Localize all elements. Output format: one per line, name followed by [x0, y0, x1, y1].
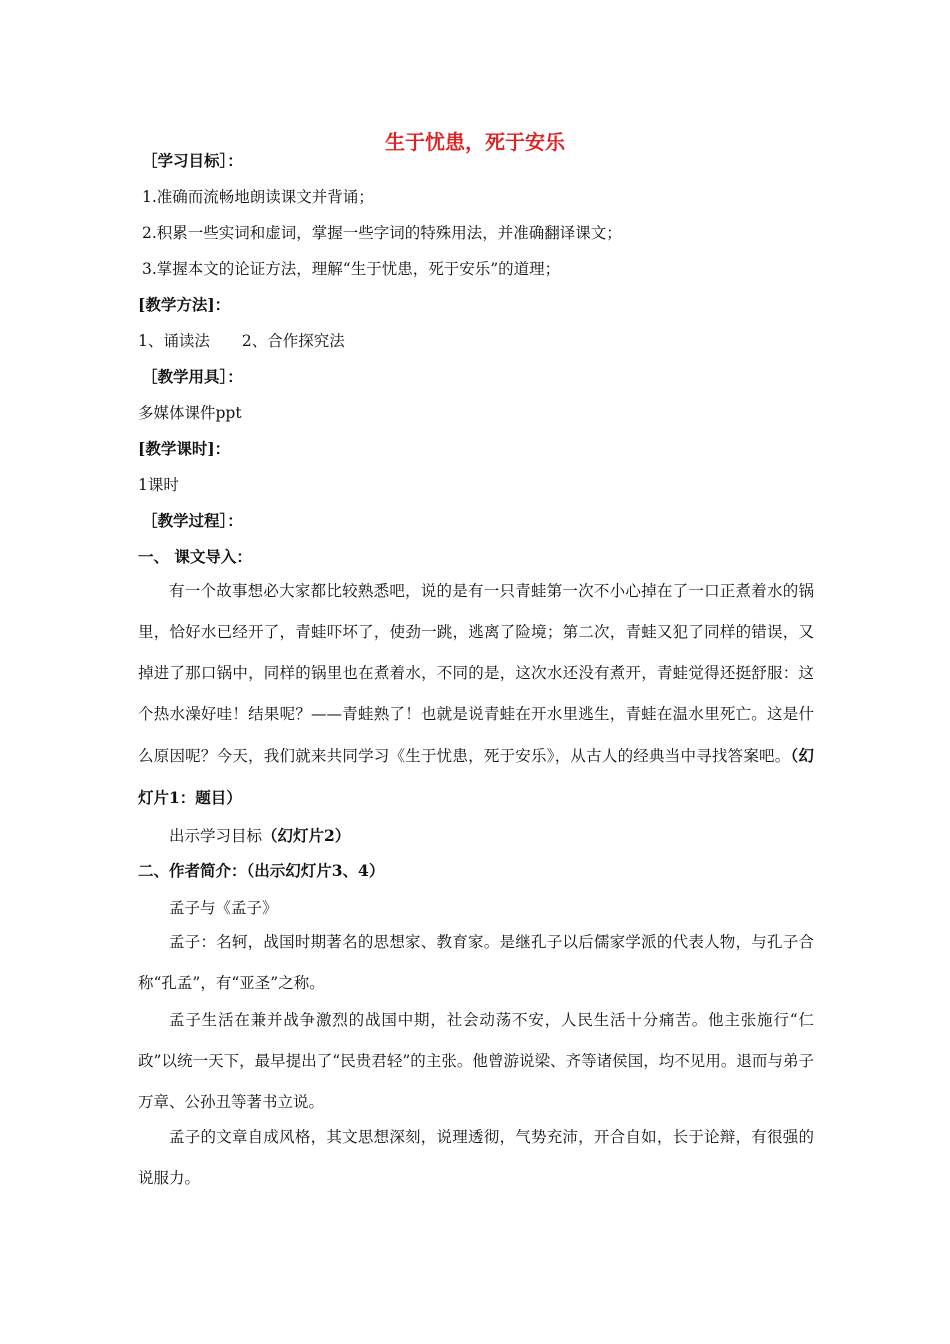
section2-heading: 二、作者简介：（出示幻灯片3、4）: [138, 861, 385, 880]
objective-text: 出示学习目标: [169, 827, 263, 845]
methods-list: [138, 331, 345, 351]
methods-heading: [教学方法]：: [138, 295, 231, 314]
section2-subtitle: 孟子与《孟子》: [169, 899, 278, 917]
hours-heading: [教学课时]：: [138, 439, 231, 458]
objective-slide-note: （幻灯片2）: [262, 826, 351, 845]
style-paragraph: 孟子的文章自成风格，其文思想深刻，说理透彻，气势充沛，开合自如，长于论辩，有很强的说服力。: [138, 1128, 814, 1187]
objectives-heading: ［学习目标］：: [142, 151, 243, 170]
slide-note: （幻灯片1：题目）: [138, 746, 814, 807]
background-paragraph: 孟子生活在兼并战争激烈的战国中期，社会动荡不安，人民生活十分痛苦。他主张施行“仁政”以统一天下，最早提出了“民贵君轻”的主张。他曾游说梁、齐等诸侯国，均不见用。退而与弟子万章、公孙丑等著书立说。: [138, 1011, 814, 1111]
objective-item: 3.掌握本文的论证方法，理解“生于忧患，死于安乐”的道理；: [142, 260, 561, 278]
process-heading: ［教学过程］：: [142, 511, 243, 530]
tools-heading: ［教学用具］：: [142, 367, 243, 386]
hours-text: 1课时: [138, 476, 179, 494]
method-item: 1、诵读法: [138, 332, 210, 350]
method-item: 2、合作探究法: [241, 332, 345, 350]
section1-heading: 一、 课文导入：: [138, 547, 252, 566]
objective-item: 1.准确而流畅地朗读课文并背诵；: [142, 188, 374, 206]
objective-item: 2.积累一些实词和虚词，掌握一些字词的特殊用法，并准确翻译课文；: [142, 224, 622, 242]
author-paragraph: 孟子：名轲，战国时期著名的思想家、教育家。是继孔子以后儒家学派的代表人物，与孔子合称“孔孟”，有“亚圣”之称。: [138, 933, 814, 992]
tools-text: 多媒体课件ppt: [138, 404, 242, 422]
page-title: 生于忧患，死于安乐: [385, 130, 565, 154]
intro-text: 有一个故事想必大家都比较熟悉吧，说的是有一只青蛙第一次不小心掉在了一口正煮着水的锅里，恰好水已经开了，青蛙吓坏了，使劲一跳，逃离了险境；第二次，青蛙又犯了同样的错误，又掉进了那口锅中，同样的锅里也在煮着水，不同的是，这次水还没有煮开，青蛙觉得还挺舒服：这个热水澡好哇！结果呢？——青蛙熟了！也就是说青蛙在开水里逃生，青蛙在温水里死亡。这是什么原因呢？今天，我们就来共同学习《生于忧患，死于安乐》，从古人的经典当中寻找答案吧。: [138, 582, 814, 765]
intro-paragraph: [138, 571, 814, 819]
objective-prompt: [169, 826, 350, 846]
